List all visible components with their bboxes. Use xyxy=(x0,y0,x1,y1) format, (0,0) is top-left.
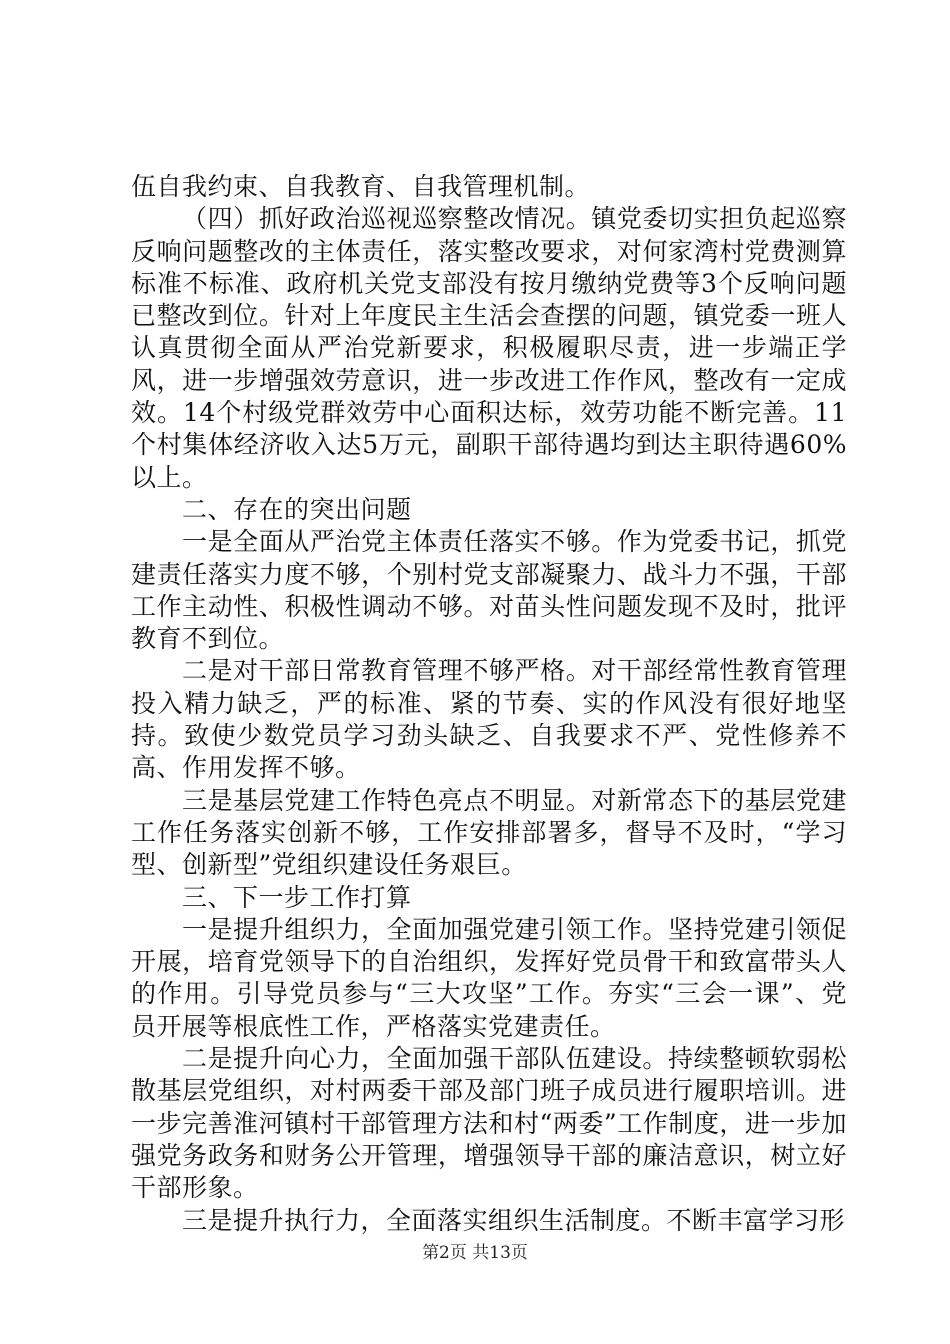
paragraph-plan-3: 三是提升执行力，全面落实组织生活制度。不断丰富学习形 xyxy=(182,1205,846,1235)
paragraph-problem-2: 二是对干部日常教育管理不够严格。对干部经常性教育管理投入精力缺乏，严的标准、紧的节奏、实的作风没有很好地坚持。致使少数党员学习劲头缺乏、自我要求不严、党性修养不高、作用发挥不够。 xyxy=(131,656,847,783)
paragraph-inspection-rectification: （四）抓好政治巡视巡察整改情况。镇党委切实担负起巡察反响问题整改的主体责任，落实整改要求，对何家湾村党费测算标准不标准、政府机关党支部没有按月缴纳党费等3个反响问题已整改到位。针对上年度民主生活会查摆的问题，镇党委一班人认真贯彻全面从严治党新要求，积极履职尽责，进一步端正学风，进一步增强效劳意识，进一步改进工作作风，整改有一定成效。14个村级党群效劳中心面积达标，效劳功能不断完善。11个村集体经济收入达5万元，副职干部待遇均到达主职待遇60%以上。 xyxy=(131,204,847,492)
paragraph-continuation: 伍自我约束、自我教育、自我管理机制。 xyxy=(131,172,591,201)
paragraph-plan-2: 二是提升向心力，全面加强干部队伍建设。持续整顿软弱松散基层党组织，对村两委干部及部门班子成员进行履职培训。进一步完善淮河镇村干部管理方法和村“两委”工作制度，进一步加强党务政务和财务公开管理，增强领导干部的廉洁意识，树立好干部形象。 xyxy=(131,1044,847,1203)
paragraph-problem-1: 一是全面从严治党主体责任落实不够。作为党委书记，抓党建责任落实力度不够，个别村党支部凝聚力、战斗力不强，干部工作主动性、积极性调动不够。对苗头性问题发现不及时，批评教育不到位。 xyxy=(131,527,847,654)
document-body xyxy=(131,171,847,1237)
paragraph-plan-1: 一是提升组织力，全面加强党建引领工作。坚持党建引领促开展，培育党领导下的自治组织，发挥好党员骨干和致富带头人的作用。引导党员参与“三大攻坚”工作。夯实“三会一课”、党员开展等根底性工作，严格落实党建责任。 xyxy=(131,914,847,1041)
paragraph-problem-3: 三是基层党建工作特色亮点不明显。对新常态下的基层党建工作任务落实创新不够，工作安排部署多，督导不及时，“学习型、创新型”党组织建设任务艰巨。 xyxy=(131,785,847,880)
section-heading-problems: 二、存在的突出问题 xyxy=(182,494,412,524)
page-footer: 第2页 共13页 xyxy=(422,1243,528,1263)
section-heading-next-steps: 三、下一步工作打算 xyxy=(182,882,412,912)
